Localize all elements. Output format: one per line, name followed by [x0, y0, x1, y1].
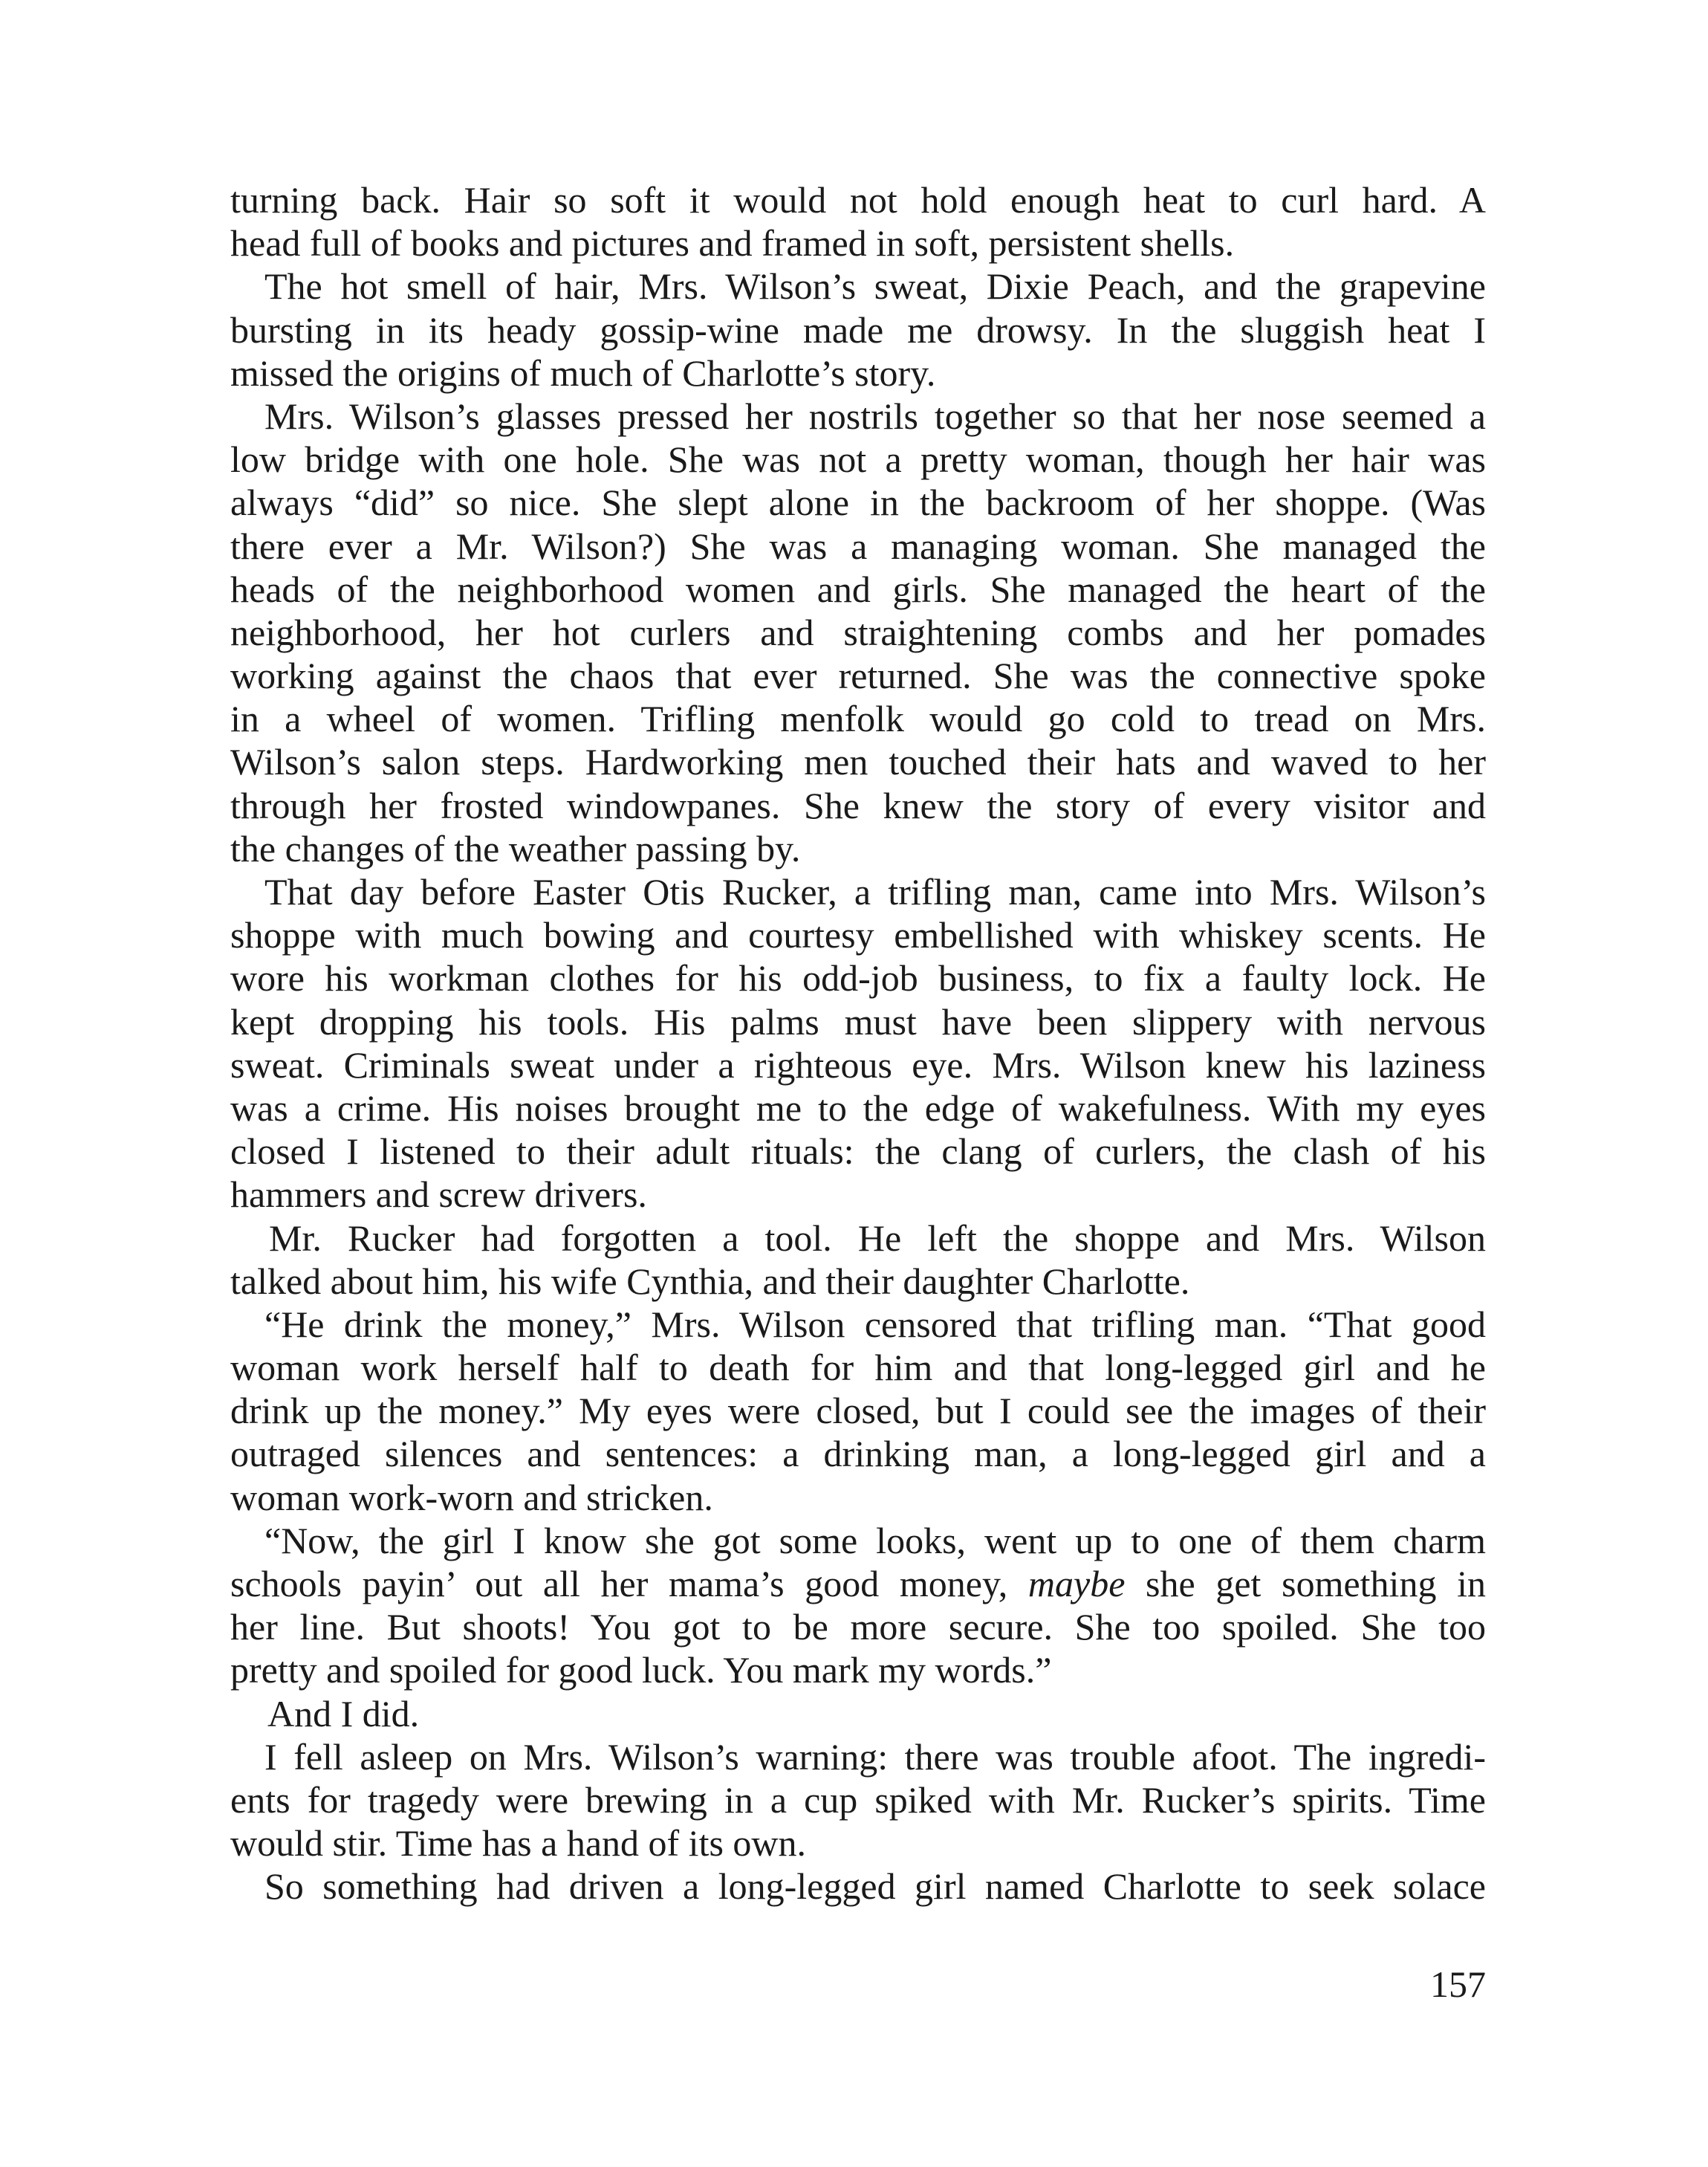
text-line: drink up the money.” My eyes were closed, but I could see the images of their [230, 1390, 1486, 1432]
text-line: outraged silences and sentences: a drinking man, a long-legged girl and a [230, 1433, 1486, 1475]
text-line: I fell asleep on Mrs. Wilson’s warning: there was trouble afoot. The ingredi- [264, 1735, 1486, 1778]
text-line: in a wheel of women. Trifling menfolk would go cold to tread on Mrs. [230, 698, 1486, 740]
text-line: That day before Easter Otis Rucker, a trifling man, came into Mrs. Wilson’s [264, 871, 1486, 913]
text-line: the changes of the weather passing by. [230, 827, 801, 869]
body-text [230, 178, 1486, 1908]
text-line: sweat. Criminals sweat under a righteous eye. Mrs. Wilson knew his laziness [230, 1043, 1486, 1086]
text-line: pretty and spoiled for good luck. You mark my words.” [230, 1649, 1052, 1691]
text-line: was a crime. His noises brought me to the edge of wakefulness. With my eyes [230, 1086, 1486, 1129]
text-line: through her frosted windowpanes. She knew the story of every visitor and [230, 784, 1486, 826]
text-line: her line. But shoots! You got to be more secure. She too spoiled. She too [230, 1606, 1486, 1648]
text-line: neighborhood, her hot curlers and straightening combs and her pomades [230, 611, 1486, 653]
text-line: head full of books and pictures and framed in soft, persistent shells. [230, 222, 1235, 265]
text-line: would stir. Time has a hand of its own. [230, 1822, 807, 1865]
text-line: woman work herself half to death for him and that long-legged girl and he [230, 1347, 1486, 1389]
text-line: closed I listened to their adult rituals: the clang of curlers, the clash of his [230, 1130, 1486, 1173]
emphasis-word: maybe [1027, 1563, 1126, 1604]
text-line: And I did. [267, 1692, 420, 1734]
text-line: wore his workman clothes for his odd-job business, to fix a faulty lock. He [230, 957, 1486, 1000]
text-line: kept dropping his tools. His palms must have been slippery with nervous [230, 1000, 1486, 1043]
text-line: Mr. Rucker had forgotten a tool. He left the shoppe and Mrs. Wilson [269, 1217, 1486, 1259]
text-line: there ever a Mr. Wilson?) She was a managing woman. She managed the [230, 525, 1486, 567]
text-line: “He drink the money,” Mrs. Wilson censored that trifling man. “That good [264, 1303, 1486, 1345]
text-line: turning back. Hair so soft it would not hold enough heat to curl hard. A [230, 179, 1486, 221]
text-line: Mrs. Wilson’s glasses pressed her nostrils together so that her nose seemed a [264, 395, 1486, 437]
text-line: missed the origins of much of Charlotte’s story. [230, 352, 936, 394]
text-line: talked about him, his wife Cynthia, and their daughter Charlotte. [230, 1260, 1190, 1302]
text-line: schools payin’ out all her mama’s good money, maybe she get something in [230, 1563, 1486, 1604]
text-line: “Now, the girl I know she got some looks, went up to one of them charm [264, 1519, 1486, 1561]
text-line: ents for tragedy were brewing in a cup spiked with Mr. Rucker’s spirits. Time [230, 1778, 1486, 1821]
text-line: hammers and screw drivers. [230, 1173, 647, 1216]
text-line: always “did” so nice. She slept alone in the backroom of her shoppe. (Was [230, 482, 1486, 524]
text-line: woman work-worn and stricken. [230, 1476, 713, 1518]
page-number: 157 [1430, 1963, 1486, 2005]
text-line: shoppe with much bowing and courtesy embellished with whiskey scents. He [230, 914, 1486, 956]
text-line: So something had driven a long-legged girl named Charlotte to seek solace [264, 1865, 1486, 1908]
text-line: heads of the neighborhood women and girls. She managed the heart of the [230, 568, 1486, 610]
text-line: The hot smell of hair, Mrs. Wilson’s sweat, Dixie Peach, and the grapevine [264, 265, 1486, 308]
text-line: working against the chaos that ever returned. She was the connective spoke [230, 655, 1486, 697]
text-line: Wilson’s salon steps. Hardworking men touched their hats and waved to her [230, 741, 1486, 783]
text-line: low bridge with one hole. She was not a pretty woman, though her hair was [230, 438, 1486, 481]
text-line: bursting in its heady gossip-wine made me drowsy. In the sluggish heat I [230, 308, 1486, 351]
